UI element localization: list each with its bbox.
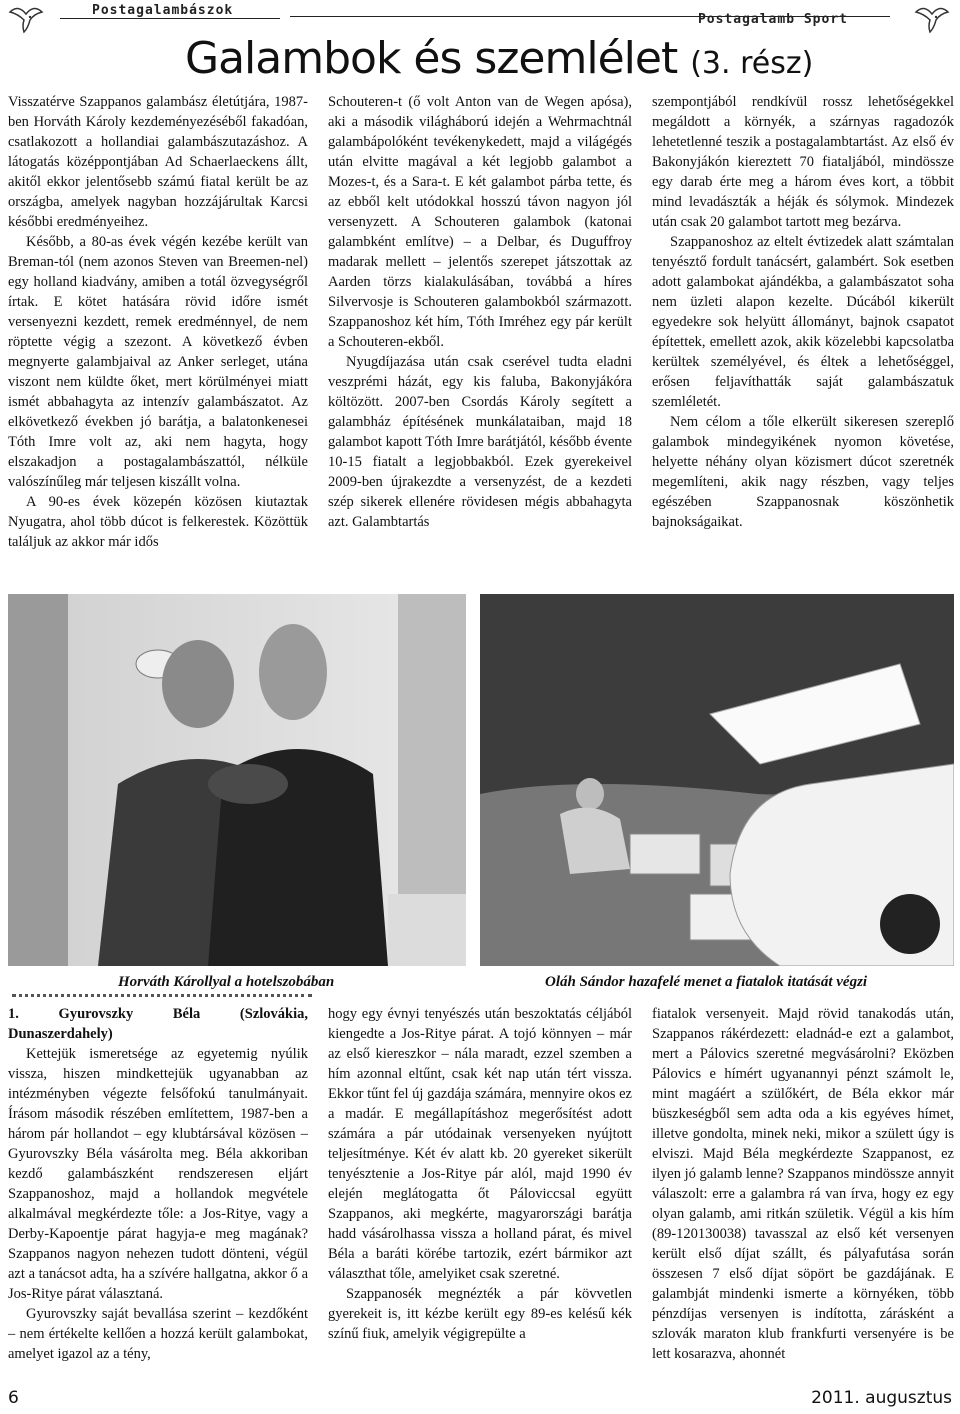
top-column-3 — [652, 92, 954, 590]
photo-caption-right: Oláh Sándor hazafelé menet a fiatalok itatását végzi — [545, 974, 868, 990]
paragraph: A 90-es évek közepén közösen kiutaztak Nyugatra, ahol több dúcot is felkerestek. Közöttük találjuk az akkor már idős — [8, 494, 308, 550]
paragraph: Szappanoshoz az eltelt évtizedek alatt számtalan tenyésztő fordult tanácsért, galambért. Sok esetben adott galambokat ajándékba, a galambászatot soha nem üzleti alapon kezelte. Dúcából kikerült egyedekre sok helyütt állományt, bajnok csapatot építettek, emellett azok, akik közelebbi kapcsolatba kerültek személyével, és éltek a lehetőséggel, erősen feljavíthatták saját galambászatuk szemléletét. — [652, 234, 954, 410]
photo-hotel-room — [8, 594, 466, 966]
top-column-1 — [8, 92, 308, 590]
photo-roadside-watering — [480, 594, 954, 966]
paragraph: Szappanosék megnézték a pár kövvetlen gyerekeit is, itt kézbe került egy 89-es kelésű kék színű fiuk, amelyik végigrepülte a — [328, 1286, 632, 1342]
header-magazine-title: Postagalamb Sport — [697, 12, 848, 27]
page-number: 6 — [8, 1388, 19, 1408]
article-title-main: Galambok és szemlélet — [185, 33, 678, 84]
paragraph: Kettejük ismeretsége az egyetemig nyúlik vissza, hiszen mindkettejük ugyanabban az intézményben végezte felsőfokú tanulmányait. Írásom második részében említettem, 1987-ben a három pár hollandot – egy klubtársával közösen – Gyurovszky Béla vásárolta meg. Béla akkoriban kezdő galambászként rendszeresen eljárt Szappanoshoz, majd a hollandok megvétele alkalmával megkérdezte tőle: a Jos-Ritye, vagy a Derby-Kapoentje párat hagyja-e meg magának? Szappanos nagyon nehezen tudott dönteni, végül azt a tanácsot adta, ha a szívére hallgatna, akkor ő a Jos-Ritye párat választaná. — [8, 1046, 308, 1302]
paragraph: hogy egy évnyi tenyészés után beszoktatás céljából kiengedte a Jos-Ritye párat. A tojó könnyen – már az első kiereszkor – nála maradt, ezzel szemben a hím azonnal eltűnt, csak két nap után tért vissza. Ekkor tűnt fel új gazdája számára, mennyire okos ez a madár. E megállapításhoz megerősítést adott számára a pár utódainak versenyeken nyújtott teljesítménye. Két év alatt kb. 20 gyereket sikerült tenyésztenie a Jos-Ritye pár alól, majd 1990 év elején meglátogatta őt Páloviccsal együtt Szappanos, aki megkérte, magyarországi barátja hadd vásárolhassa vissza a holland párat, és mivel Béla a baráti körébe tartozik, ezért bármikor azt választhat tőle, amelyiket csak szeretné. — [328, 1006, 632, 1282]
pigeon-logo-right-icon — [912, 2, 952, 34]
paragraph: Később, a 80-as évek végén kezébe került van Breman-tól (nem azonos Steven van Breemen-nel) egy holland kiadvány, amiben a totál özvegységről írtak. E kötet hatására rövid időre ismét versenyezni kezdett, remek eredménnyel, de nem röptette végig a szezont. A következő évben megnyerte galambjaival az Anker serleget, utána viszont nem küldte őket, mert körülményei miatt ismét abbahagyta az intenzív galambászatot. Az elkövetkező években jó barátja, a balatonkenesei Tóth Imre volt az, aki nem hagyta, hogy elszakadjon a postagalambászattól, nélküle valószínűleg már teljesen kiszállt volna. — [8, 234, 308, 490]
paragraph: Visszatérve Szappanos galambász életútjára, 1987-ben Horváth Károly kezdeményezéséből fakadóan, csatlakozott a hollandiai galambászutazáshoz. A látogatás középpontjában Ad Schaerlaeckens állt, akitől ekkor jelentősebb számú fiatal került be az országba, amelyek nagyban hozzájárultak Karcsi későbbi eredményeihez. — [8, 94, 308, 230]
photo-caption-left: Horváth Károllyal a hotelszobában — [118, 974, 335, 990]
paragraph: Nem célom a tőle elkerült sikeresen szereplő galambok mindegyikének nyomon követése, helyette néhány olyan közismert dúcot szeretnék megemlíteni, akik nagy részben, vagy teljes egészében Szappanosnak köszönhetik bajnokságaikat. — [652, 414, 954, 530]
paragraph: fiatalok versenyeit. Majd rövid tanakodás után, Szappanos rákérdezett: eladnád-e ezt a galambot, mert a Pálovics szeretné megvásárolni? Eközben Pálovics e hímért ugyanannyi pénzt számolt le, mint magáért a szülőkért, de Béla ekkor már büszkeségből sem adta oda a kis egyéves hímet, illetve gondolta, minek neki, mikor a születt úgy is elviszi. Majd Béla megkérdezte Szappanost, ez ilyen jó galamb lenne? Szappanos mindössze annyit válaszolt: erre a galambra rá van írva, hogy ez egy olyan galamb, ami ritkán születik. Végül a kis hím (89-120130038) tavasszal az első két versenyen került első díjat szállt, és pályafutása során összesen 7 első díjat söpört be gazdájának. E galambját mindenki ismerte a környéken, több pénzdíjas versenyen is indította, zárásként a szlovák maraton klub frankfurti versenyére is be lett kosarazva, ahonnét — [652, 1006, 954, 1362]
header-section-title: Postagalambászok — [92, 3, 234, 18]
bottom-column-3 — [652, 1004, 954, 1382]
article-title — [185, 34, 813, 89]
paragraph: Gyurovszky saját bevallása szerint – kezdőként – nem értékelte kellően a hozzá került galambokat, amelyet igazol az a tény, — [8, 1306, 308, 1362]
paragraph: Schouteren-t (ő volt Anton van de Wegen apósa), aki a második világháború idején a Wehrmachtnál galambápolóként tevékenykedett, majd a világégés után elvitte magával a két legjobb galambot a Mozes-t, és a Sara-t. E két galambot párba tette, és az ebből kelt utódokkal hosszú távon nagyon jól versenyzett. A Schouteren galambok (katonai galambként említve) – a Delbar, és Duguffroy madarak mellett – jelentős szerepet játszottak az Aarden törzs kialakulásában, továbbá a híres Silvervosje is Schouteren galambokból származott. Szappanoshoz két hím, Tóth Imréhez egy pár került a Schouteren-ekből. — [328, 94, 632, 350]
header-rule-left — [60, 18, 280, 19]
top-column-2 — [328, 92, 632, 590]
section-heading: 1. Gyurovszky Béla (Szlovákia, Dunaszerdahely) — [8, 1006, 308, 1042]
paragraph: Nyugdíjazása után csak cserével tudta eladni veszprémi házát, egy kis faluba, Bakonyjákóra költözött. 2007-ben Csordás Károly segített a galambház építésének munkálataiban, majd 18 galambot kapott Tóth Imre barátjától, később évente 10-15 fiatalt a legjobbakból. Ezek gyerekeivel 2009-ben újrakezdte a versenyzést, de a kezdeti szép sikerek ellenére rövidesen mégis abbahagyta azt. Galambtartás — [328, 354, 632, 530]
dotted-rule — [12, 994, 312, 997]
paragraph: szempontjából rendkívül rossz lehetőségekkel megáldott a környék, a szárnyas ragadozók lehetetlenné teszik a postagalambtartást. Az első év Bakonyjákón kiereztett 70 fiataljából, mindössze egy darab érte meg a három éves kort, a többit mind levadászták a héják és sólymok. Mindezek után csak 20 galambot tartott meg bezárva. — [652, 94, 954, 230]
pigeon-logo-left-icon — [6, 2, 46, 34]
bottom-column-2 — [328, 1004, 632, 1382]
issue-date: 2011. augusztus — [811, 1388, 952, 1408]
article-title-part: (3. rész) — [690, 46, 814, 81]
bottom-column-1 — [8, 1004, 308, 1382]
